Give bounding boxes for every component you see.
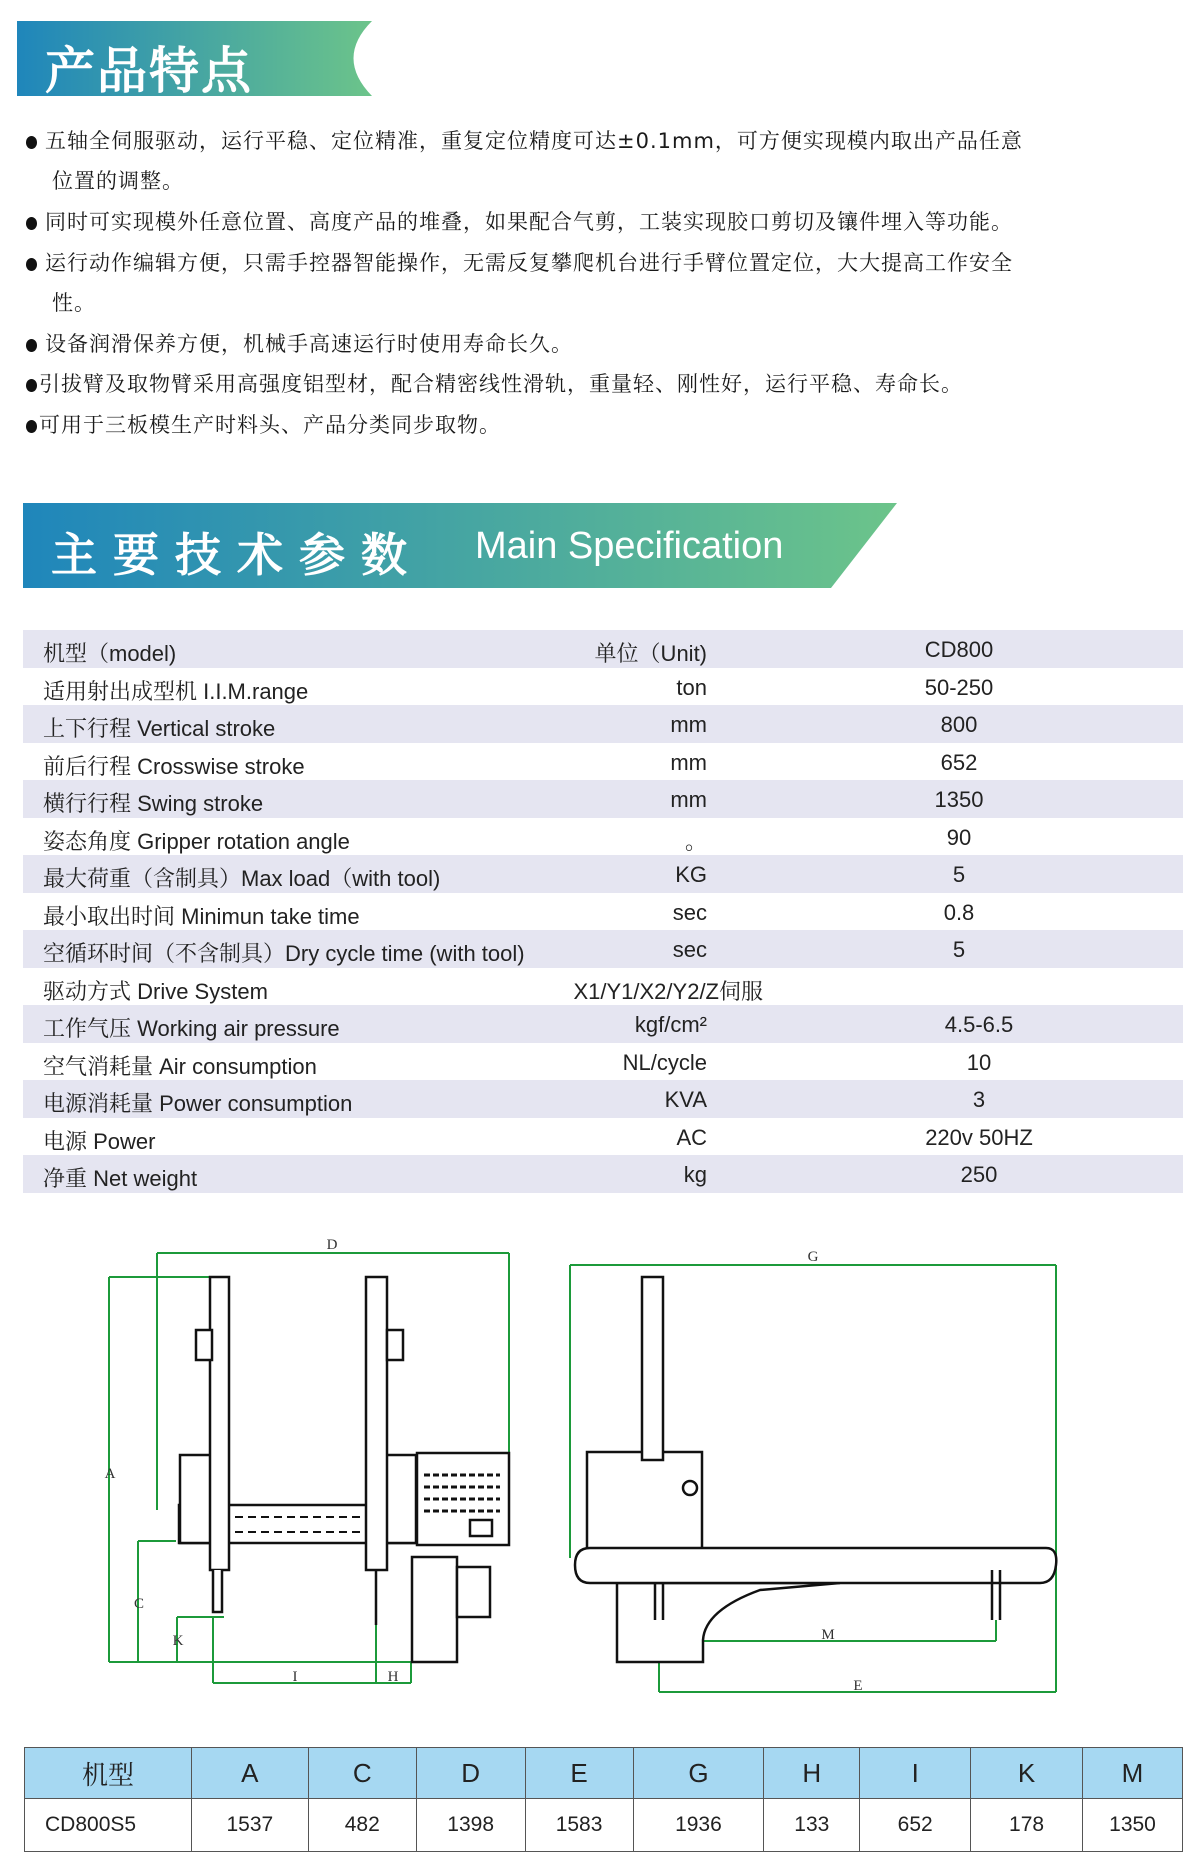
spec-value: 800 — [940, 712, 978, 737]
header-model: 机型 — [25, 1748, 192, 1799]
spec-unit: sec — [672, 937, 707, 962]
spec-unit: sec — [672, 899, 707, 925]
spec-unit: 单位（Unit) — [594, 641, 708, 666]
spec-value: 10 — [966, 1049, 992, 1075]
label-i: I — [292, 1669, 298, 1685]
cell-i: 652 — [860, 1799, 971, 1852]
header-c: C — [308, 1748, 416, 1799]
spec-label: 上下行程 Vertical stroke — [43, 716, 276, 741]
spec-unit: X1/Y1/X2/Y2/Z伺服 — [573, 978, 763, 1004]
dimension-table — [24, 1747, 1183, 1852]
spec-unit: NL/cycle — [622, 1049, 708, 1075]
spec-value: 4.5-6.5 — [944, 1012, 1014, 1037]
spec-value: 250 — [960, 1162, 998, 1187]
spec-unit: kgf/cm² — [634, 1012, 707, 1037]
spec-value: 5 — [952, 862, 966, 887]
cell-g: 1936 — [633, 1799, 764, 1852]
spec-label: 横行行程 Swing stroke — [43, 791, 264, 816]
header-a: A — [191, 1748, 308, 1799]
spec-unit: AC — [676, 1124, 707, 1150]
spec-label: 最小取出时间 Minimun take time — [43, 903, 360, 929]
label-h: H — [387, 1669, 399, 1685]
header-k: K — [971, 1748, 1083, 1799]
feature-item-continued: 位置的调整。 — [52, 169, 184, 193]
spec-label: 电源 Power — [43, 1128, 156, 1154]
spec-value: CD800 — [924, 637, 994, 662]
cell-m: 1350 — [1083, 1799, 1183, 1852]
label-g: G — [807, 1249, 819, 1265]
cell-e: 1583 — [525, 1799, 633, 1852]
spec-label: 空气消耗量 Air consumption — [43, 1053, 317, 1079]
robot-front-view — [179, 1277, 509, 1662]
header-h: H — [764, 1748, 860, 1799]
label-c: C — [133, 1596, 145, 1612]
spec-unit: kg — [683, 1162, 707, 1187]
spec-unit: mm — [670, 787, 707, 812]
spec-label: 姿态角度 Gripper rotation angle — [43, 828, 350, 854]
label-d: D — [326, 1237, 338, 1253]
cell-d: 1398 — [416, 1799, 525, 1852]
spec-value: 220v 50HZ — [925, 1124, 1033, 1150]
spec-unit: 。 — [684, 828, 708, 854]
spec-value: 0.8 — [943, 899, 975, 925]
label-e: E — [853, 1678, 863, 1694]
label-m: M — [821, 1627, 835, 1643]
feature-text: 引拔臂及取物臂采用高强度铝型材，配合精密线性滑轨，重量轻、刚性好，运行平稳、寿命长。 — [39, 372, 963, 396]
dimension-lines — [109, 1253, 1056, 1692]
cell-a: 1537 — [191, 1799, 308, 1852]
spec-label: 最大荷重（含制具）Max load（with tool) — [43, 866, 441, 891]
spec-label: 适用射出成型机 I.I.M.range — [43, 678, 309, 704]
feature-text: 五轴全伺服驱动，运行平稳、定位精准，重复定位精度可达±0.1mm，可方便实现模内取出产品任意 — [45, 129, 1023, 153]
spec-label: 净重 Net weight — [43, 1166, 198, 1191]
spec-value: 652 — [940, 749, 978, 775]
spec-unit: mm — [670, 749, 707, 775]
dimension-header-row — [25, 1748, 1183, 1799]
spec-label: 工作气压 Working air pressure — [43, 1016, 340, 1041]
spec-value: 90 — [946, 824, 972, 850]
feature-item-continued: 性。 — [52, 291, 96, 315]
cell-k: 178 — [971, 1799, 1083, 1852]
features-title: 产品特点 — [45, 42, 253, 100]
spec-value: 5 — [952, 937, 966, 962]
feature-text: 运行动作编辑方便，只需手控器智能操作，无需反复攀爬机台进行手臂位置定位，大大提高工作安全 — [45, 251, 1013, 275]
cell-model: CD800S5 — [25, 1799, 192, 1852]
spec-unit: KG — [675, 862, 708, 887]
spec-unit: mm — [670, 712, 707, 737]
spec-label: 电源消耗量 Power consumption — [43, 1091, 353, 1116]
spec-unit: ton — [676, 674, 707, 700]
feature-text: 可用于三板模生产时料头、产品分类同步取物。 — [39, 413, 501, 437]
spec-label: 前后行程 Crosswise stroke — [43, 753, 305, 779]
header-d: D — [416, 1748, 525, 1799]
label-a: A — [104, 1466, 116, 1482]
cell-h: 133 — [764, 1799, 860, 1852]
spec-value: 1350 — [934, 787, 984, 812]
feature-text: 设备润滑保养方便，机械手高速运行时使用寿命长久。 — [45, 332, 573, 356]
spec-subtitle: Main Specification — [475, 525, 784, 567]
spec-label: 空循环时间（不含制具）Dry cycle time (with tool) — [43, 941, 525, 966]
header-i: I — [860, 1748, 971, 1799]
header-e: E — [525, 1748, 633, 1799]
cell-c: 482 — [308, 1799, 416, 1852]
dimension-data-row — [25, 1799, 1183, 1852]
header-m: M — [1083, 1748, 1183, 1799]
robot-side-view — [575, 1277, 1056, 1662]
spec-value: 3 — [972, 1087, 986, 1112]
header-g: G — [633, 1748, 764, 1799]
feature-text: 同时可实现模外任意位置、高度产品的堆叠，如果配合气剪，工装实现胶口剪切及镶件埋入等功能。 — [45, 210, 1013, 234]
spec-title: 主要技术参数 — [51, 528, 423, 582]
spec-label: 驱动方式 Drive System — [43, 978, 268, 1004]
spec-label: 机型（model) — [43, 641, 177, 666]
spec-value: 50-250 — [924, 674, 994, 700]
spec-unit: KVA — [664, 1087, 708, 1112]
label-k: K — [172, 1633, 184, 1649]
